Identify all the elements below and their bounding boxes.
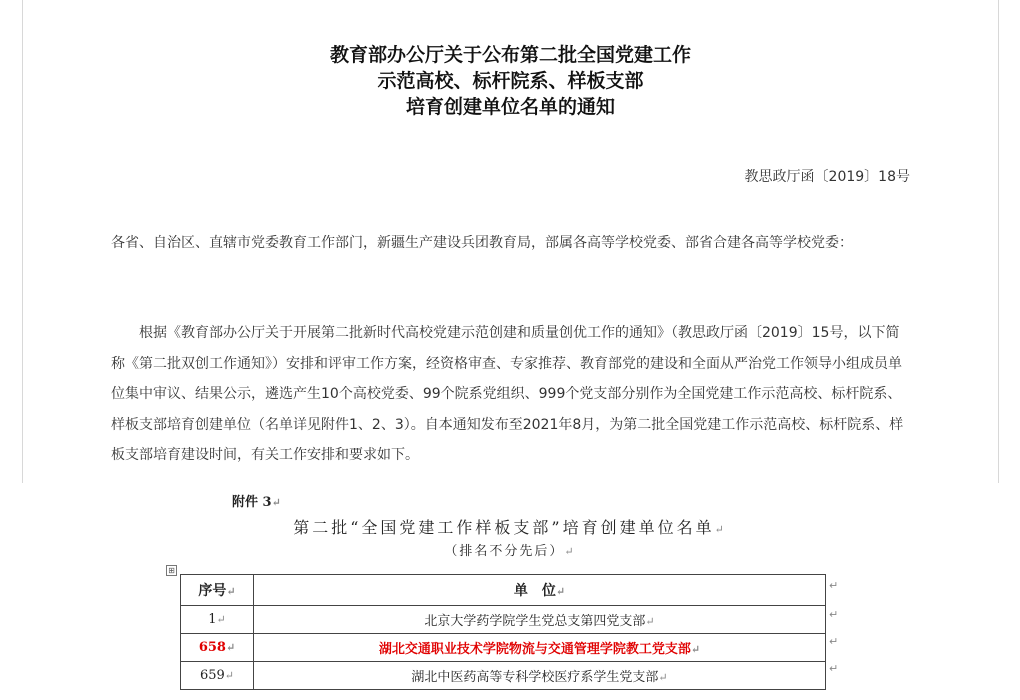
notice-document	[22, 0, 999, 483]
paragraph-mark-icon: ↵	[714, 523, 727, 536]
cell-mark-icon: ↵	[216, 613, 226, 626]
cell-mark-icon: ↵	[555, 585, 566, 598]
row-unit-text: 湖北中医药高等专科学校医疗系学生党支部	[411, 670, 659, 685]
cell-mark-icon: ↵	[226, 585, 236, 598]
notice-title-line-2: 示范高校、标杆院系、样板支部	[377, 70, 644, 92]
cell-mark-icon: ↵	[690, 643, 701, 656]
attachment-label	[232, 491, 281, 510]
cell-mark-icon: ↵	[224, 669, 235, 682]
notice-title-line-3: 培育创建单位名单的通知	[405, 96, 615, 118]
table-move-handle-icon[interactable]: ⊞	[166, 565, 177, 576]
cell-mark-icon: ↵	[225, 641, 236, 654]
notice-title-line-1: 教育部办公厅关于公布第二批全国党建工作	[329, 44, 691, 66]
unit-list-table	[180, 574, 826, 690]
attachment-subtitle-text: （排名不分先后）	[444, 544, 565, 559]
table-row	[181, 606, 826, 634]
attachment-section	[0, 484, 1020, 700]
addressee-paragraph: 各省、自治区、直辖市党委教育工作部门，新疆生产建设兵团教育局，部属各高等学校党委、部省合建各高等学校党委：	[111, 235, 853, 251]
header-number-text: 序号	[198, 583, 227, 599]
row-unit-cell	[254, 662, 826, 690]
row-number-cell	[181, 606, 254, 634]
cell-mark-icon: ↵	[645, 615, 655, 628]
attachment-title-text: 第二批“全国党建工作样板支部”培育创建单位名单	[293, 518, 715, 537]
row-unit-cell	[254, 634, 826, 662]
attachment-title	[0, 515, 1020, 538]
row-number-cell	[181, 634, 254, 662]
document-number: 教思政厅函〔2019〕18号	[744, 169, 910, 185]
row-end-mark-icon: ↵	[829, 635, 839, 648]
row-unit-text: 湖北交通职业技术学院物流与交通管理学院教工党支部	[378, 642, 691, 657]
attachment-label-text: 附件 3	[232, 495, 272, 510]
row-unit-cell	[254, 606, 826, 634]
header-unit-text: 单 位	[513, 583, 556, 599]
row-end-mark-icon: ↵	[829, 579, 839, 592]
row-number-cell	[181, 662, 254, 690]
row-end-mark-icon: ↵	[829, 662, 839, 675]
header-cell-unit	[254, 575, 826, 606]
row-number-text: 658	[198, 640, 226, 655]
header-cell-number	[181, 575, 254, 606]
row-unit-text: 北京大学药学院学生党总支第四党支部	[424, 614, 646, 629]
paragraph-mark-icon: ↵	[564, 545, 576, 558]
body-paragraph	[111, 318, 911, 471]
row-number-text: 659	[199, 668, 225, 683]
table-row	[181, 662, 826, 690]
table-row-highlighted	[181, 634, 826, 662]
paragraph-mark-icon: ↵	[271, 496, 281, 509]
row-end-mark-icon: ↵	[829, 608, 839, 621]
cell-mark-icon: ↵	[658, 671, 668, 684]
row-number-text: 1	[208, 612, 217, 627]
body-paragraph-text: 根据《教育部办公厅关于开展第二批新时代高校党建示范创建和质量创优工作的通知》（教思政厅函〔2019〕15号，以下简称《第二批双创工作通知》）安排和评审工作方案，经资格审查、专家推荐、教育部党的建设和全面从严治党工作领导小组成员单位集中审议、结果公示，遴选产生10个高校党委、99个院系党组织、999个党支部分别作为全国党建工作示范高校、标杆院系、样板支部培育创建单位（名单详见附件1、2、3）。自本通知发布至2021年8月，为第二批全国党建工作示范高校、标杆院系、样板支部培育建设时间，有关工作安排和要求如下。	[111, 325, 904, 463]
attachment-subtitle	[0, 540, 1020, 559]
table-header-row	[181, 575, 826, 606]
